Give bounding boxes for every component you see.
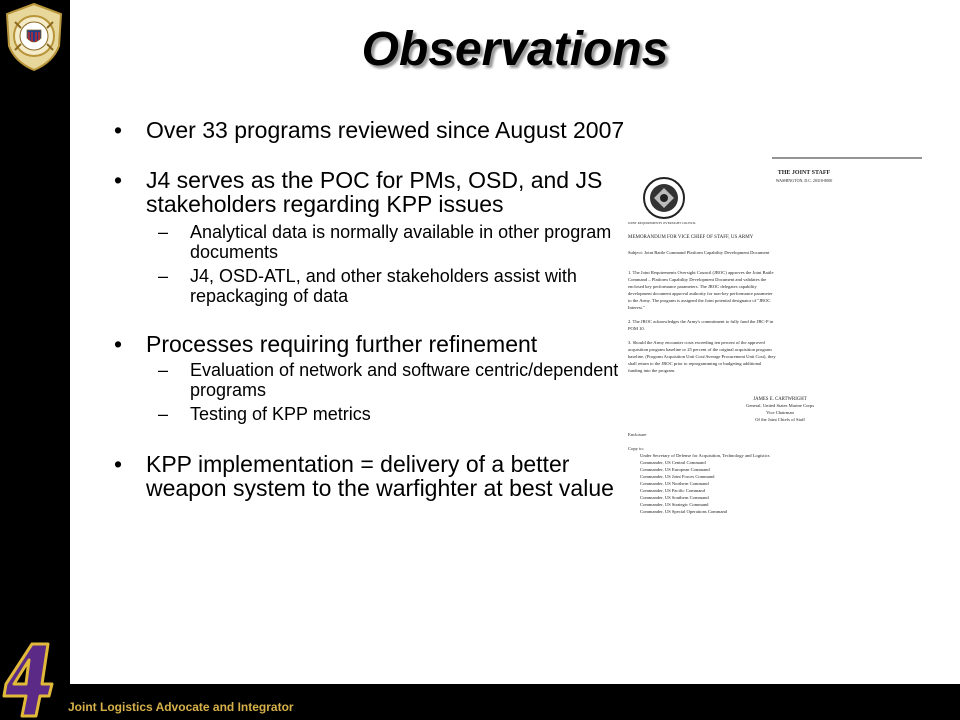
bullet-item bbox=[110, 332, 630, 356]
memo-to: MEMORANDUM FOR VICE CHIEF OF STAFF, US ARMY bbox=[628, 235, 754, 240]
sub-bullet-text: Testing of KPP metrics bbox=[190, 404, 371, 424]
dash-icon: – bbox=[158, 360, 169, 380]
memo-copy-to-line: Commander, US European Command bbox=[640, 467, 710, 472]
memo-copy-to-line: Under Secretary of Defense for Acquisition, Technology and Logistics bbox=[640, 453, 770, 458]
memo-para3-line: acquisition program baseline or 25 percent of the original acquisition program bbox=[628, 347, 772, 352]
sub-bullet-item bbox=[110, 404, 630, 424]
memo-address: WASHINGTON, D.C. 20318-8000 bbox=[775, 178, 833, 183]
memo-signature-line: JAMES E. CARTWRIGHT bbox=[753, 397, 807, 402]
memo-para1-line: to the Army. The program is assigned the Joint potential designator of "JROC bbox=[628, 298, 771, 303]
bullet-dot-icon: • bbox=[114, 331, 123, 357]
bullet-text: Over 33 programs reviewed since August 2007 bbox=[146, 117, 625, 143]
bullet-item bbox=[110, 118, 630, 142]
memo-copy-to-line: Commander, US Central Command bbox=[640, 460, 706, 465]
memo-para1-line: 1. The Joint Requirements Oversight Council (JROC) approves the Joint Battle bbox=[628, 270, 774, 275]
dash-icon: – bbox=[158, 266, 169, 286]
memo-header: THE JOINT STAFF bbox=[777, 170, 831, 176]
bullet-text: KPP implementation = delivery of a better weapon system to the warfighter at best value bbox=[146, 451, 614, 501]
joint-staff-seal-icon bbox=[3, 2, 65, 72]
memo-para3-line: funding into the program. bbox=[628, 368, 676, 373]
memo-para1-line: enclosed key performance parameters. The JROC delegates capability bbox=[628, 284, 757, 289]
memo-copy-to-line: Commander, US Southern Command bbox=[640, 495, 709, 500]
memo-subject: Subject: Joint Battle Command Platform Capability Development Document bbox=[628, 250, 770, 255]
memo-para2-line: POM 10. bbox=[628, 326, 645, 331]
sub-bullet-text: Evaluation of network and software centric/dependent programs bbox=[190, 360, 619, 400]
memo-para1-line: Interest." bbox=[628, 305, 645, 310]
sub-bullet-item bbox=[110, 266, 630, 306]
memo-para1-line: Command – Platform Capability Development Document and validates the bbox=[628, 277, 767, 282]
bullet-dot-icon: • bbox=[114, 167, 123, 193]
memo-copy-to-line: Commander, US Northern Command bbox=[640, 481, 709, 486]
memo-para2-line: 2. The JROC acknowledges the Army's commitment to fully fund the JBC-P in bbox=[628, 319, 774, 324]
memo-para3-line: shall return to the JROC prior to reprogramming or budgeting additional bbox=[628, 361, 762, 366]
memo-document-image bbox=[618, 150, 930, 520]
dash-icon: – bbox=[158, 222, 169, 242]
memo-copy-to-line: Commander, US Strategic Command bbox=[640, 502, 709, 507]
bullet-text: Processes requiring further refinement bbox=[146, 331, 538, 357]
sub-bullet-item bbox=[110, 360, 630, 400]
memo-copy-to-line: Commander, US Special Operations Command bbox=[640, 509, 727, 514]
memo-enclosure: Enclosure bbox=[628, 432, 647, 437]
memo-para1-line: development document approval authority for non-key performance parameter bbox=[628, 291, 773, 296]
bullet-text: J4 serves as the POC for PMs, OSD, and JS stakeholders regarding KPP issues bbox=[146, 167, 603, 217]
memo-signature-line: General, United States Marine Corps bbox=[746, 403, 814, 408]
memo-copy-to-line: Commander, US Joint Forces Command bbox=[640, 474, 715, 479]
bullet-dot-icon: • bbox=[114, 117, 123, 143]
memo-para3-line: baseline, (Program Acquisition Unit Cost/Average Procurement Unit Cost), they bbox=[628, 354, 776, 359]
j4-logo-icon bbox=[2, 640, 64, 718]
memo-signature-line: Vice Chairman bbox=[766, 410, 794, 415]
sub-bullet-text: Analytical data is normally available in other program documents bbox=[190, 222, 612, 262]
slide-title: Observations bbox=[361, 23, 669, 76]
memo-copy-to-label: Copy to: bbox=[628, 446, 644, 451]
footer-text: Joint Logistics Advocate and Integrator bbox=[68, 700, 294, 714]
memo-org: JOINT REQUIREMENTS OVERSIGHT COUNCIL bbox=[628, 221, 696, 225]
bullet-list bbox=[110, 112, 630, 500]
bullet-item bbox=[110, 168, 630, 216]
sub-bullet-text: J4, OSD-ATL, and other stakeholders assist with repackaging of data bbox=[190, 266, 577, 306]
bullet-item bbox=[110, 452, 630, 500]
left-sidebar bbox=[0, 0, 68, 720]
slide-content bbox=[70, 0, 960, 684]
memo-copy-to-line: Commander, US Pacific Command bbox=[640, 488, 705, 493]
memo-para3-line: 3. Should the Army encounter costs exceeding ten percent of the approved bbox=[628, 340, 765, 345]
memo-seal-icon bbox=[644, 178, 684, 218]
memo-signature-line: Of the Joint Chiefs of Staff bbox=[755, 417, 805, 422]
bullet-dot-icon: • bbox=[114, 451, 123, 477]
sub-bullet-item bbox=[110, 222, 630, 262]
dash-icon: – bbox=[158, 404, 169, 424]
